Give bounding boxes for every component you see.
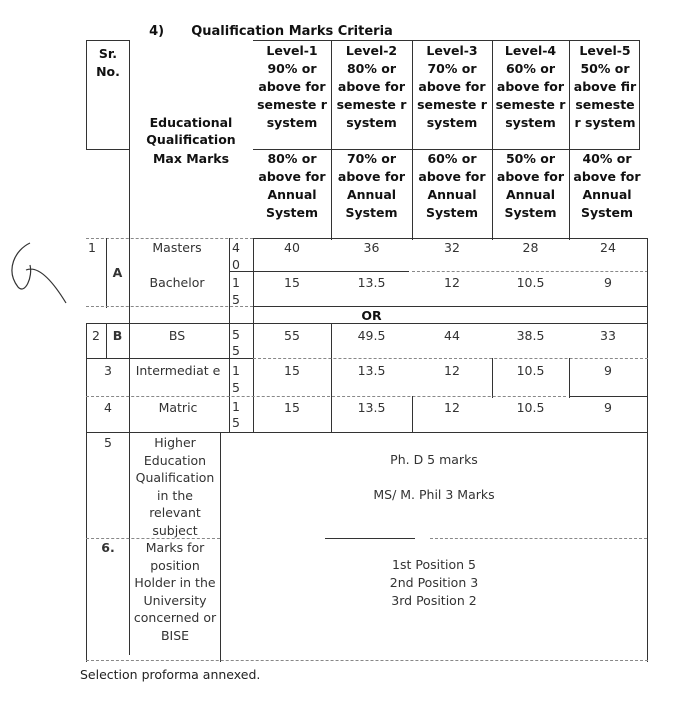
level-3-name: Level-3 — [426, 43, 478, 58]
row-value: 44 — [444, 328, 460, 343]
or-label: OR — [361, 308, 382, 323]
row-sr: 1 — [88, 240, 96, 255]
table-line — [430, 538, 647, 539]
row-value: 9 — [604, 363, 612, 378]
table-line — [253, 306, 648, 307]
row-max-marks: 1 5 — [232, 363, 240, 395]
educational-qualification-header: Educational Qualification — [146, 115, 236, 147]
row-value: 13.5 — [357, 363, 386, 378]
table-line — [569, 396, 647, 397]
first-position: 1st Position 5 — [392, 557, 476, 572]
table-line — [86, 432, 648, 433]
row-value: 28 — [522, 240, 539, 255]
table-line — [331, 40, 332, 240]
level-2-annual: 70% or above for Annual System — [337, 151, 406, 220]
group-label: B — [112, 328, 123, 343]
row-sr: 3 — [104, 363, 112, 378]
max-marks-header: Max Marks — [152, 151, 230, 166]
row-max-marks: 4 0 — [232, 240, 240, 272]
row-value: 38.5 — [516, 328, 545, 343]
row-value: 9 — [604, 275, 612, 290]
level-5-annual: 40% or above for Annual System — [573, 151, 641, 220]
row-value: 10.5 — [516, 363, 545, 378]
table-line — [86, 396, 566, 397]
row-value: 13.5 — [357, 275, 386, 290]
row-value: 32 — [444, 240, 460, 255]
row-sr: 4 — [104, 400, 112, 415]
section-title: Qualification Marks Criteria — [191, 24, 393, 39]
level-5-semester: 50% or above fir semeste r system — [573, 61, 637, 130]
row-qualification: BS — [168, 328, 186, 343]
table-line — [647, 238, 648, 433]
table-line — [412, 271, 648, 272]
row-value: 36 — [363, 240, 380, 255]
table-line — [647, 432, 648, 662]
table-line — [253, 40, 639, 41]
third-position: 3rd Position 2 — [391, 593, 477, 608]
table-line — [86, 432, 87, 662]
section-heading — [140, 9, 393, 39]
row-value: 15 — [284, 363, 300, 378]
row-max-marks: 1 5 — [232, 399, 240, 430]
higher-education-label: Higher Education Qualification in the relevant subject — [135, 435, 215, 538]
sr-no-header: Sr. No. — [96, 46, 120, 79]
level-1-annual: 80% or above for Annual System — [258, 151, 326, 220]
table-line — [229, 238, 230, 433]
row-value: 55 — [284, 328, 300, 343]
row-value: 12 — [444, 363, 460, 378]
footer-note: Selection proforma annexed. — [80, 667, 261, 682]
table-line — [412, 40, 413, 240]
row-value: 12 — [444, 400, 460, 415]
row-sr: 5 — [104, 435, 112, 450]
table-line — [639, 40, 640, 150]
table-line — [229, 271, 409, 272]
row-value: 24 — [600, 240, 616, 255]
row-value: 49.5 — [357, 328, 386, 343]
row-value: 15 — [284, 400, 300, 415]
level-3-annual: 60% or above for Annual System — [418, 151, 486, 220]
level-1-name: Level-1 — [266, 43, 318, 58]
position-holder-label: Marks for position Holder in the University concerned or BISE — [133, 540, 217, 643]
row-qualification: Bachelor — [149, 275, 205, 290]
table-line — [86, 149, 130, 150]
table-line — [86, 40, 130, 41]
table-line — [86, 358, 253, 359]
level-2-name: Level-2 — [345, 43, 398, 58]
row-value: 40 — [284, 240, 300, 255]
table-line — [325, 538, 415, 539]
row-value: 9 — [604, 400, 612, 415]
group-label: A — [112, 265, 123, 280]
level-1-semester: 90% or above for semeste r system — [257, 61, 327, 130]
table-line — [253, 358, 648, 359]
table-line — [86, 323, 87, 433]
phd-marks: Ph. D 5 marks — [390, 452, 478, 467]
row-value: 10.5 — [516, 275, 545, 290]
row-value: 33 — [600, 328, 616, 343]
level-3-semester: 70% or above for semeste r system — [417, 61, 487, 130]
row-qualification: Intermediat e — [135, 363, 221, 378]
level-4-semester: 60% or above for semeste r system — [495, 61, 566, 130]
level-5-name: Level-5 — [579, 43, 631, 58]
row-value: 15 — [284, 275, 300, 290]
level-2-semester: 80% or above for semeste r system — [336, 61, 407, 130]
row-value: 13.5 — [357, 400, 386, 415]
table-line — [569, 40, 570, 240]
row-qualification: Matric — [158, 400, 198, 415]
row-max-marks: 5 5 — [232, 327, 240, 358]
row-value: 12 — [444, 275, 460, 290]
mphil-marks: MS/ M. Phil 3 Marks — [373, 487, 495, 502]
row-sr: 2 — [92, 328, 100, 343]
row-sr: 6. — [101, 540, 115, 555]
row-max-marks: 1 5 — [232, 275, 240, 307]
table-line — [129, 238, 130, 308]
table-line — [492, 40, 493, 240]
table-line — [86, 306, 253, 307]
section-number: 4) — [149, 24, 165, 39]
table-line — [86, 660, 648, 661]
table-line — [86, 40, 87, 150]
row-value: 10.5 — [516, 400, 545, 415]
handwritten-mark — [0, 225, 80, 305]
level-4-annual: 50% or above for Annual System — [496, 151, 565, 220]
level-4-name: Level-4 — [504, 43, 557, 58]
second-position: 2nd Position 3 — [389, 575, 479, 590]
row-qualification: Masters — [152, 240, 202, 255]
